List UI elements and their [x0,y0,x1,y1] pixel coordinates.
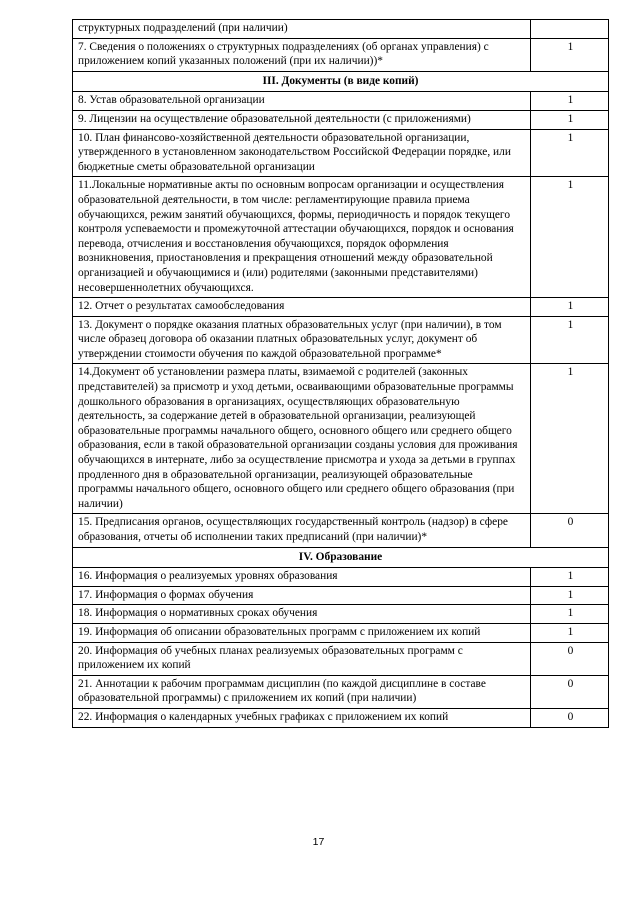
row-score: 1 [531,38,609,71]
row-description: 14.Документ об установлении размера платы, взимаемой с родителей (законных представителей) за присмотр и уход детьми, осваивающими образовательные программы дошкольного образования в организациях, осуществляющих образовательную деятельность, за содержание детей в образовательной организации, реализующей образовательные программы начального общего, основного общего или среднего общего образования, если в такой образовательной организации созданы условия для проживания обучающихся в интернате, либо за осуществление присмотра и ухода за детьми в группах продленного дня в образовательной организации, реализующей образовательные программы начального общего, основного общего или среднего общего образования (при наличии) [73,364,531,514]
table-row [73,129,609,177]
row-description: 8. Устав образовательной организации [73,92,531,111]
table-row [73,316,609,364]
criteria-table [72,19,609,728]
table-row [73,642,609,675]
row-score: 0 [531,514,609,547]
section-header-row [73,547,609,568]
row-score: 0 [531,642,609,675]
row-description: 11.Локальные нормативные акты по основным вопросам организации и осуществления образовательной деятельности, в том числе: регламентирующие правила приема обучающихся, режим занятий обучающихся, формы, периодичность и порядок текущего контроля успеваемости и промежуточной аттестации обучающихся, порядок и основания перевода, отчисления и восстановления обучающихся, порядок оформления возникновения, приостановления и прекращения отношений между образовательной организацией и обучающимися и (или) родителями (законными представителями) несовершеннолетних обучающихся. [73,177,531,298]
page-number: 17 [312,836,325,848]
row-description: 9. Лицензии на осуществление образовательной деятельности (с приложениями) [73,110,531,129]
row-description: 18. Информация о нормативных сроках обучения [73,605,531,624]
row-score: 1 [531,568,609,587]
table-row [73,177,609,298]
section-header-row [73,71,609,92]
table-row [73,708,609,727]
row-description: 10. План финансово-хозяйственной деятельности образовательной организации, утвержденного в установленном законодательством Российской Федерации порядке, или бюджетные сметы образовательной организации [73,129,531,177]
table-row [73,605,609,624]
row-description: 22. Информация о календарных учебных графиках с приложением их копий [73,708,531,727]
row-description: 21. Аннотации к рабочим программам дисциплин (по каждой дисциплине в составе образовательной программы) с приложением их копий (при наличии) [73,675,531,708]
table-row [73,675,609,708]
row-score: 1 [531,364,609,514]
table-row [73,92,609,111]
row-description: 15. Предписания органов, осуществляющих государственный контроль (надзор) в сфере образования, отчеты об исполнении таких предписаний (при наличии)* [73,514,531,547]
row-score: 1 [531,605,609,624]
table-row [73,110,609,129]
row-score: 1 [531,316,609,364]
row-score: 0 [531,675,609,708]
row-description: 13. Документ о порядке оказания платных образовательных услуг (при наличии), в том числе образец договора об оказании платных образовательных услуг, документ об утверждении стоимости обучения по каждой образовательной программе* [73,316,531,364]
table-row [73,20,609,39]
table-row [73,514,609,547]
row-score: 1 [531,586,609,605]
table-body [73,20,609,728]
section-title: IV. Образование [73,547,609,568]
row-score: 1 [531,92,609,111]
row-score: 1 [531,129,609,177]
row-score: 1 [531,177,609,298]
row-description: 19. Информация об описании образовательных программ с приложением их копий [73,623,531,642]
table-row [73,586,609,605]
row-score: 0 [531,708,609,727]
row-description: 16. Информация о реализуемых уровнях образования [73,568,531,587]
row-description: 12. Отчет о результатах самообследования [73,298,531,317]
row-description: структурных подразделений (при наличии) [73,20,531,39]
table-row [73,623,609,642]
row-score: 1 [531,298,609,317]
row-score [531,20,609,39]
row-score: 1 [531,623,609,642]
table-row [73,568,609,587]
section-title: III. Документы (в виде копий) [73,71,609,92]
row-description: 20. Информация об учебных планах реализуемых образовательных программ с приложением их копий [73,642,531,675]
table-row [73,298,609,317]
row-description: 17. Информация о формах обучения [73,586,531,605]
table-row [73,364,609,514]
row-description: 7. Сведения о положениях о структурных подразделениях (об органах управления) с приложением копий указанных положений (при их наличии))* [73,38,531,71]
row-score: 1 [531,110,609,129]
table-row [73,38,609,71]
